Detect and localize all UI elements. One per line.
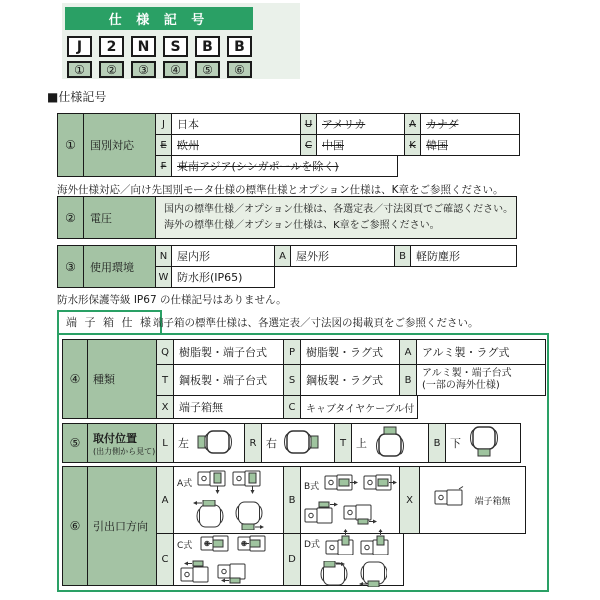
row-country-index: ① bbox=[57, 113, 84, 177]
opt-value: 屋内形 bbox=[171, 245, 275, 267]
section-title: ■仕様記号 bbox=[47, 90, 107, 104]
opt-code: A bbox=[274, 245, 291, 267]
row-mounting-index: ⑤ bbox=[62, 423, 88, 463]
opt-code: T bbox=[334, 423, 352, 463]
opt-code: A bbox=[399, 339, 417, 365]
spec-code-box-1: J bbox=[67, 36, 92, 57]
opt-code: B bbox=[283, 466, 301, 534]
opt-code: N bbox=[155, 245, 172, 267]
spec-code-letters bbox=[67, 36, 252, 57]
opt-value: 樹脂製・ラグ式 bbox=[300, 339, 400, 365]
row-country-label: 国別対応 bbox=[83, 113, 156, 177]
opt-value: 中国 bbox=[316, 134, 405, 156]
outlet-b-side-icon bbox=[324, 471, 358, 499]
opt-code: J bbox=[155, 113, 172, 135]
outlet-b-side-icon bbox=[304, 501, 338, 529]
opt-code: E bbox=[155, 134, 172, 156]
outlet-a-front-icon bbox=[192, 500, 226, 534]
outlet-style-d-cell: D式 bbox=[300, 533, 404, 586]
opt-code: S bbox=[283, 364, 301, 396]
index-chip-4: ④ bbox=[163, 61, 188, 78]
opt-code: T bbox=[156, 364, 174, 396]
opt-value: 欧州 bbox=[171, 134, 301, 156]
outlet-d-side-icon bbox=[360, 529, 390, 559]
voltage-line-2: 海外の標準仕様／オプション仕様は、K章をご参照ください。 bbox=[164, 219, 440, 231]
row-voltage bbox=[57, 196, 517, 239]
spec-code-indices bbox=[67, 61, 252, 78]
row-country bbox=[57, 113, 520, 177]
row-outlet-label: 引出口方向 bbox=[87, 466, 157, 586]
opt-code: B bbox=[428, 423, 446, 463]
outlet-x-side-icon bbox=[434, 486, 466, 514]
row-type bbox=[62, 339, 546, 419]
outlet-b-side-icon bbox=[363, 471, 397, 499]
spec-code-box-6: B bbox=[227, 36, 252, 57]
opt-code: C bbox=[300, 134, 317, 156]
outlet-b-side-icon bbox=[343, 501, 377, 529]
outlet-none-cell: 端子箱無 bbox=[419, 466, 526, 534]
voltage-line-1: 国内の標準仕様／オプション仕様は、各選定表／寸法図頁でご確認ください。 bbox=[164, 203, 514, 215]
outlet-c-side-icon bbox=[234, 532, 266, 558]
row-country-options bbox=[156, 113, 520, 177]
opt-value: 鋼板製・端子台式 bbox=[173, 364, 284, 396]
outlet-style-a-cell: A式 bbox=[173, 466, 284, 534]
spec-code-box-4: S bbox=[163, 36, 188, 57]
opt-code: X bbox=[156, 395, 174, 419]
row-type-index: ④ bbox=[62, 339, 88, 419]
row-outlet-index: ⑥ bbox=[62, 466, 88, 586]
motor-box-bottom-icon bbox=[467, 426, 501, 461]
row-environment bbox=[57, 245, 517, 288]
opt-value: 樹脂製・端子台式 bbox=[173, 339, 284, 365]
opt-code: A bbox=[404, 113, 421, 135]
row-voltage-index: ② bbox=[57, 196, 84, 239]
mount-bottom-cell: 下 bbox=[445, 423, 521, 463]
opt-code: F bbox=[155, 155, 172, 177]
mount-right-cell: 右 bbox=[261, 423, 335, 463]
spec-code-header-panel bbox=[62, 3, 300, 79]
outlet-a-side-icon bbox=[232, 467, 262, 498]
opt-code: C bbox=[283, 395, 301, 419]
outlet-c-side-icon bbox=[177, 560, 209, 588]
motor-box-right-icon bbox=[283, 427, 321, 460]
index-chip-5: ⑤ bbox=[195, 61, 220, 78]
note-overseas: 海外仕様対応／向け先国別モータ仕様の標準仕様とオプション仕様は、K章をご参照ください。 bbox=[57, 184, 504, 196]
motor-box-left-icon bbox=[195, 427, 233, 460]
row-outlet bbox=[62, 466, 526, 586]
terminal-box-table bbox=[57, 333, 549, 592]
mount-left-cell: 左 bbox=[173, 423, 245, 463]
row-environment-label: 使用環境 bbox=[83, 245, 156, 288]
outlet-style-c-cell: C式 bbox=[173, 533, 284, 586]
opt-code: B bbox=[394, 245, 411, 267]
terminal-box-note: 端子箱の標準仕様は、各選定表／寸法図の掲載頁をご参照ください。 bbox=[153, 317, 479, 329]
opt-value: 鋼板製・ラグ式 bbox=[300, 364, 400, 396]
spec-code-box-2: 2 bbox=[99, 36, 124, 57]
index-chip-3: ③ bbox=[131, 61, 156, 78]
opt-code: W bbox=[155, 266, 172, 288]
opt-code: Q bbox=[156, 339, 174, 365]
page-title: 仕 様 記 号 bbox=[108, 13, 210, 28]
opt-code: K bbox=[404, 134, 421, 156]
opt-code: D bbox=[283, 533, 301, 586]
opt-value: アメリカ bbox=[316, 113, 405, 135]
opt-value: 防水形(IP65) bbox=[171, 266, 275, 288]
spec-code-box-5: B bbox=[195, 36, 220, 57]
index-chip-2: ② bbox=[99, 61, 124, 78]
row-voltage-content bbox=[155, 196, 517, 239]
outlet-d-side-icon bbox=[325, 529, 355, 559]
mount-top-cell: 上 bbox=[351, 423, 429, 463]
row-mounting-label: 取付位置 (出力側から見て) bbox=[87, 423, 157, 463]
row-mounting bbox=[62, 423, 521, 463]
opt-value: アルミ製・ラグ式 bbox=[416, 339, 546, 365]
terminal-box-tag: 端 子 箱 仕 様 bbox=[57, 310, 162, 335]
opt-value: 東南アジア(シンガポールを除く) bbox=[171, 155, 398, 177]
outlet-style-b-cell: B式 bbox=[300, 466, 400, 534]
opt-code: L bbox=[156, 423, 174, 463]
row-environment-options bbox=[156, 245, 517, 288]
opt-value: キャブタイヤケーブル付 bbox=[300, 395, 418, 419]
row-outlet-options bbox=[157, 466, 526, 586]
spec-code-box-3: N bbox=[131, 36, 156, 57]
outlet-a-side-icon bbox=[197, 467, 227, 498]
opt-value: アルミ製・端子台式 (一部の海外仕様) bbox=[416, 364, 546, 396]
opt-value: カナダ bbox=[420, 113, 520, 135]
opt-value: 軽防塵形 bbox=[410, 245, 517, 267]
row-type-label: 種類 bbox=[87, 339, 157, 419]
spec-code-title-bar bbox=[65, 7, 253, 30]
index-chip-6: ⑥ bbox=[227, 61, 252, 78]
opt-code: B bbox=[399, 364, 417, 396]
outlet-d-front-icon bbox=[355, 561, 387, 591]
outlet-d-front-icon bbox=[318, 561, 350, 591]
outlet-c-side-icon bbox=[214, 560, 246, 588]
index-chip-1: ① bbox=[67, 61, 92, 78]
motor-box-top-icon bbox=[373, 426, 407, 461]
row-type-options bbox=[157, 339, 546, 419]
outlet-c-side-icon bbox=[197, 532, 229, 558]
opt-value: 端子箱無 bbox=[173, 395, 284, 419]
opt-value: 日本 bbox=[171, 113, 301, 135]
opt-code: X bbox=[399, 466, 420, 534]
opt-value: 屋外形 bbox=[290, 245, 395, 267]
note-waterproof: 防水形保護等級 IP67 の仕様記号はありません。 bbox=[57, 294, 287, 306]
outlet-a-front-icon bbox=[231, 500, 265, 534]
row-environment-index: ③ bbox=[57, 245, 84, 288]
row-voltage-label: 電圧 bbox=[83, 196, 156, 239]
opt-code: P bbox=[283, 339, 301, 365]
opt-code: A bbox=[156, 466, 174, 534]
opt-code: C bbox=[156, 533, 174, 586]
opt-value: 韓国 bbox=[420, 134, 520, 156]
opt-code: U bbox=[300, 113, 317, 135]
opt-code: R bbox=[244, 423, 262, 463]
